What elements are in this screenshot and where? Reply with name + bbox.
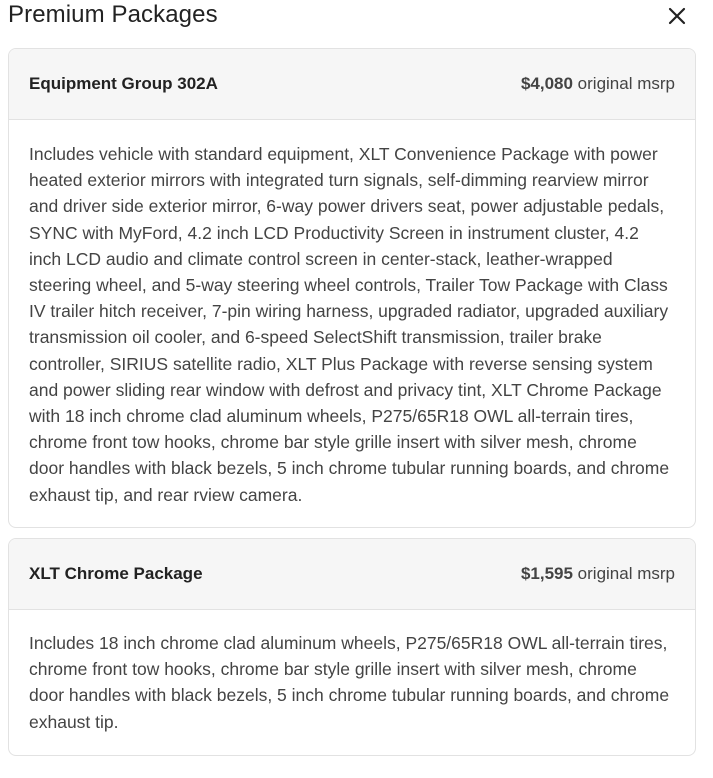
package-description: Includes 18 inch chrome clad aluminum wheels, P275/65R18 OWL all-terrain tires, chrome front tow hooks, chrome bar style grille insert with silver mesh, chrome door handles with black bezels, 5 inch chrome tubular running boards, and chrome exhaust tip. [29, 633, 670, 732]
package-name: Equipment Group 302A [29, 74, 218, 93]
modal-title: Premium Packages [8, 1, 218, 28]
price-suffix: original msrp [572, 74, 675, 93]
package-price [521, 564, 675, 584]
package-price [521, 74, 675, 94]
close-button[interactable] [662, 3, 692, 29]
package-description: Includes vehicle with standard equipment, XLT Convenience Package with power heated exterior mirrors with integrated turn signals, self-dimming rearview mirror and driver side exterior mirror, 6-way power drivers seat, power adjustable pedals, SYNC with MyFord, 4.2 inch LCD Productivity Screen in instrument cluster, 4.2 inch LCD audio and climate control screen in center-stack, leather-wrapped steering wheel, and 5-way steering wheel controls, Trailer Tow Package with Class IV trailer hitch receiver, 7-pin wiring harness, upgraded radiator, upgraded auxiliary transmission oil cooler, and 6-speed SelectShift transmission, trailer brake controller, SIRIUS satellite radio, XLT Plus Package with reverse sensing system and power sliding rear window with defrost and privacy tint, XLT Chrome Package with 18 inch chrome clad aluminum wheels, P275/65R18 OWL all-terrain tires, chrome front tow hooks, chrome bar style grille insert with silver mesh, chrome door handles with black bezels, 5 inch chrome tubular running boards, and chrome exhaust tip, and rear rview camera. [29, 144, 670, 505]
package-card-equipment-group-302a [8, 48, 696, 528]
package-name: XLT Chrome Package [29, 564, 203, 583]
close-icon [668, 7, 686, 25]
package-header [9, 49, 695, 120]
package-card-xlt-chrome [8, 538, 696, 756]
price-amount: $4,080 [520, 74, 573, 93]
package-header [9, 539, 695, 610]
price-suffix: original msrp [572, 564, 675, 583]
price-amount: $1,595 [520, 564, 573, 583]
